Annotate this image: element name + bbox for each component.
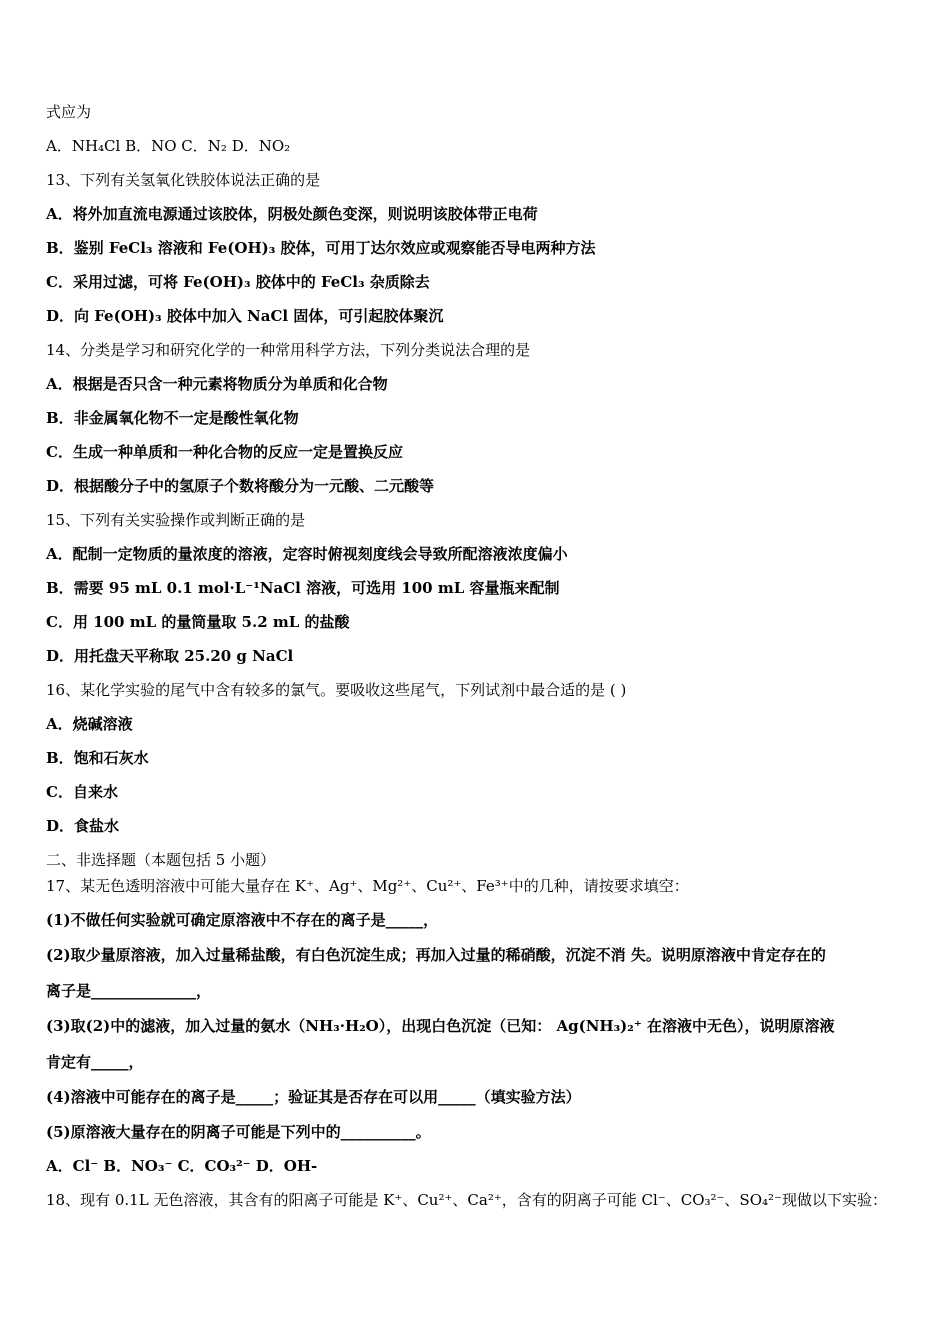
question-14-option-a: A．根据是否只含一种元素将物质分为单质和化合物 — [46, 375, 388, 393]
question-17-part-1: (1)不做任何实验就可确定原溶液中不存在的离子是_____， — [46, 911, 439, 929]
question-17-part-5: (5)原溶液大量存在的阴离子可能是下列中的__________。 — [46, 1123, 431, 1141]
question-13-option-a: A．将外加直流电源通过该胶体，阴极处颜色变深，则说明该胶体带正电荷 — [46, 205, 538, 223]
question-17-part-2-cont: 离子是______________， — [46, 982, 212, 1000]
question-17-part-4: (4)溶液中可能存在的离子是_____；验证其是否存在可以用_____（填实验方法） — [46, 1088, 581, 1106]
question-16-stem: 16、某化学实验的尾气中含有较多的氯气。要吸收这些尾气，下列试剂中最合适的是 ( ) — [46, 681, 627, 699]
question-15-option-c: C．用 100 mL 的量筒量取 5.2 mL 的盐酸 — [46, 613, 350, 631]
question-15-option-b: B．需要 95 mL 0.1 mol·L⁻¹NaCl 溶液，可选用 100 mL 容量瓶来配制 — [46, 579, 560, 597]
question-15-stem: 15、下列有关实验操作或判断正确的是 — [46, 511, 306, 529]
option-line: A．NH₄Cl B．NO C．N₂ D．NO₂ — [46, 137, 291, 155]
question-16-option-d: D．食盐水 — [46, 817, 120, 835]
question-16-option-b: B．饱和石灰水 — [46, 749, 149, 767]
question-17-part-3: (3)取(2)中的滤液，加入过量的氨水（NH₃·H₂O），出现白色沉淀（已知： Ag(NH₃)₂⁺ 在溶液中无色），说明原溶液 — [46, 1017, 835, 1035]
question-18-stem: 18、现有 0.1L 无色溶液，其含有的阳离子可能是 K⁺、Cu²⁺、Ca²⁺，含有的阴离子可能 Cl⁻、CO₃²⁻、SO₄²⁻现做以下实验： — [46, 1191, 887, 1209]
section-heading: 二、非选择题（本题包括 5 小题） — [46, 851, 276, 869]
text-line: 式应为 — [46, 103, 92, 121]
question-17-stem: 17、某无色透明溶液中可能大量存在 K⁺、Ag⁺、Mg²⁺、Cu²⁺、Fe³⁺中的几种，请按要求填空： — [46, 877, 689, 895]
question-13-option-d: D．向 Fe(OH)₃ 胶体中加入 NaCl 固体，可引起胶体聚沉 — [46, 307, 444, 325]
question-16-option-a: A．烧碱溶液 — [46, 715, 133, 733]
question-14-option-b: B．非金属氧化物不一定是酸性氧化物 — [46, 409, 299, 427]
question-13-stem: 13、下列有关氢氧化铁胶体说法正确的是 — [46, 171, 321, 189]
question-16-option-c: C．自来水 — [46, 783, 118, 801]
question-17-part-2: (2)取少量原溶液，加入过量稀盐酸，有白色沉淀生成；再加入过量的稀硝酸，沉淀不消 失。说明原溶液中肯定存在的 — [46, 946, 826, 964]
question-14-option-c: C．生成一种单质和一种化合物的反应一定是置换反应 — [46, 443, 403, 461]
question-13-option-c: C．采用过滤，可将 Fe(OH)₃ 胶体中的 FeCl₃ 杂质除去 — [46, 273, 430, 291]
question-15-option-a: A．配制一定物质的量浓度的溶液，定容时俯视刻度线会导致所配溶液浓度偏小 — [46, 545, 568, 563]
question-14-stem: 14、分类是学习和研究化学的一种常用科学方法，下列分类说法合理的是 — [46, 341, 531, 359]
question-14-option-d: D．根据酸分子中的氢原子个数将酸分为一元酸、二元酸等 — [46, 477, 435, 495]
question-17-part-3-cont: 肯定有_____， — [46, 1053, 144, 1071]
question-17-options: A．Cl⁻ B．NO₃⁻ C．CO₃²⁻ D．OH- — [46, 1157, 318, 1175]
question-13-option-b: B．鉴别 FeCl₃ 溶液和 Fe(OH)₃ 胶体，可用丁达尔效应或观察能否导电两种方法 — [46, 239, 596, 257]
question-15-option-d: D．用托盘天平称取 25.20 g NaCl — [46, 647, 294, 665]
